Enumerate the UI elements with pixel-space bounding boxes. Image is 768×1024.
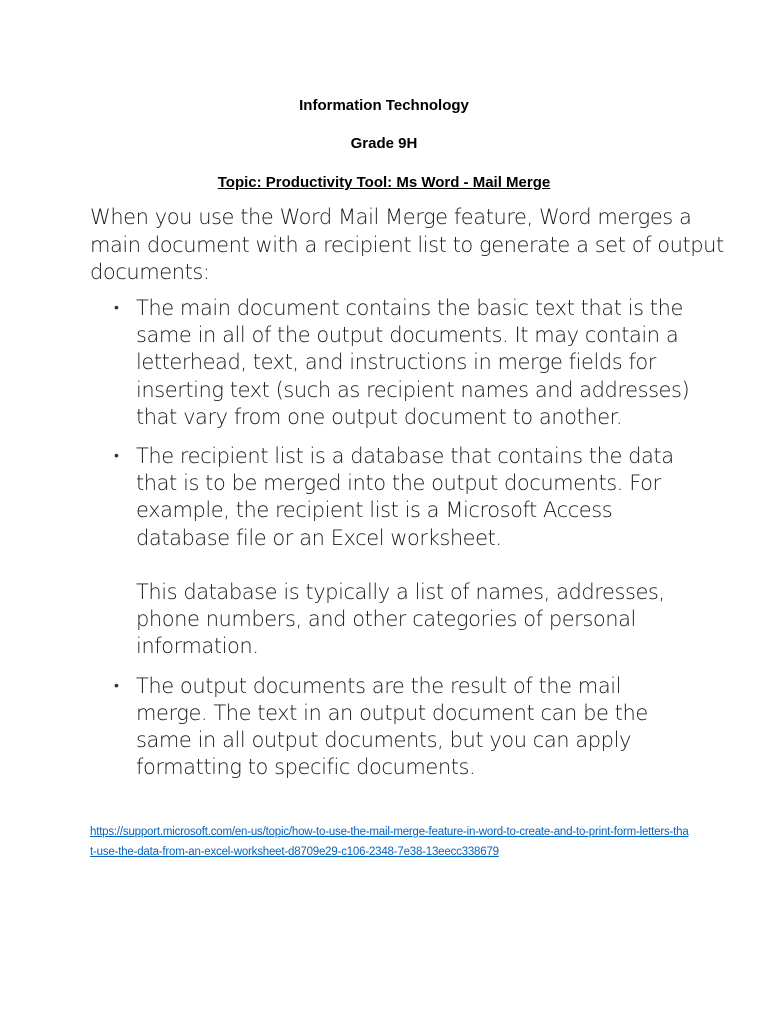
document-topic-heading: Topic: Productivity Tool: Ms Word - Mail Merge <box>217 174 551 191</box>
bullet-icon: • <box>114 300 119 316</box>
bullet-text-main-document: The main document contains the basic text that is the same in all of the output documents. It may contain a letterhead, text, and instructions in merge fields for inserting text (such as recipient names and addresses) that vary from one output document to another. <box>136 296 690 429</box>
bullet-list <box>90 295 690 793</box>
bullet-text-output-documents: The output documents are the result of the mail merge. The text in an output document can be the same in all output documents, but you can apply formatting to specific documents. <box>136 673 648 780</box>
document-subject-heading: Information Technology <box>299 97 469 114</box>
source-link[interactable]: https://support.microsoft.com/en-us/topic/how-to-use-the-mail-merge-feature-in-word-to-create-and-to-print-form-letters-that-use-the-data-from-an-excel-worksheet-d8709e29-c106-2348-7e38-13eecc338679 <box>90 826 689 858</box>
document-grade-heading: Grade 9H <box>350 135 418 152</box>
bullet-text-recipient-list-extra: This database is typically a list of names, addresses, phone numbers, and other categories of personal information. <box>136 580 665 659</box>
list-item <box>90 673 690 782</box>
bullet-text-recipient-list: The recipient list is a database that contains the data that is to be merged into the output documents. For example, the recipient list is a Microsoft Access database file or an Excel worksheet. <box>136 444 674 550</box>
list-item <box>90 295 690 431</box>
list-item <box>90 443 690 661</box>
bullet-icon: • <box>114 677 119 694</box>
bullet-icon: • <box>114 448 119 465</box>
intro-paragraph: When you use the Word Mail Merge feature, Word merges a main document with a recipient list to generate a set of output documents: <box>90 205 724 284</box>
